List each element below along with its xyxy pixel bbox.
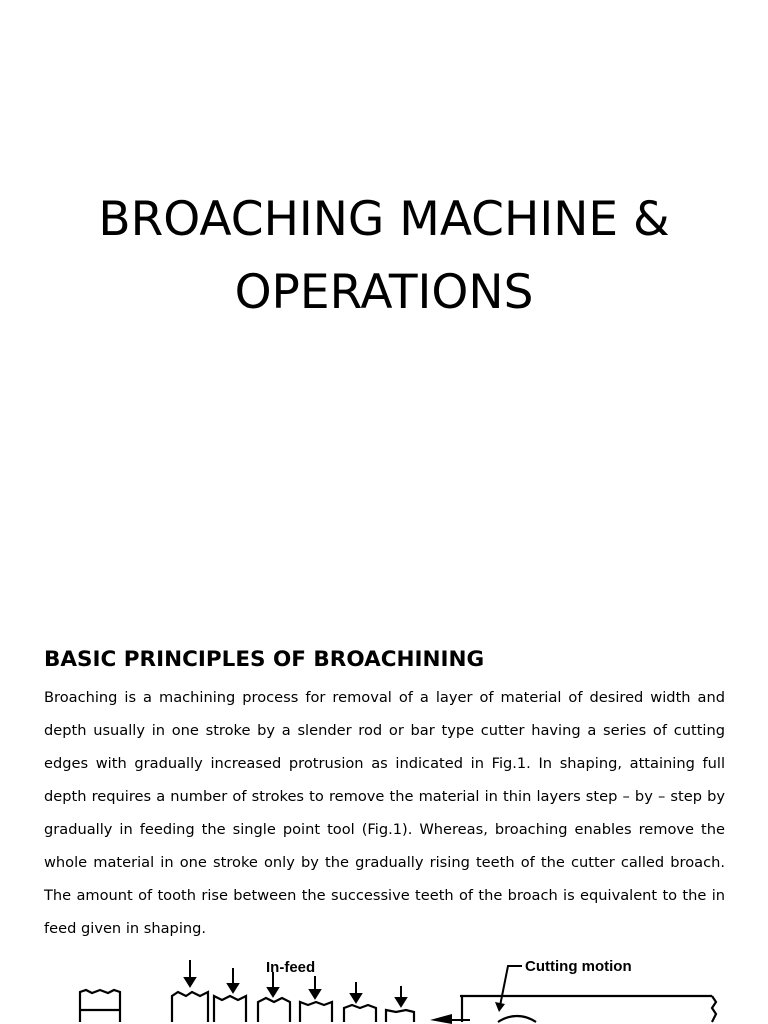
infeed-arrow-icon — [228, 984, 238, 992]
shaping-step-4 — [300, 1002, 332, 1022]
infeed-arrow-icon — [268, 988, 278, 996]
infeed-arrow-icon — [310, 990, 320, 998]
shaping-step-5 — [344, 1005, 376, 1022]
cutting-motion-label: Cutting motion — [525, 958, 632, 975]
shaping-step-2 — [214, 996, 246, 1022]
infeed-arrow-icon — [396, 998, 406, 1006]
workpiece-block — [80, 990, 120, 1022]
shaping-step-6 — [386, 1010, 414, 1022]
infeed-arrow-icon — [185, 978, 195, 986]
shaping-step-3 — [258, 998, 290, 1022]
leader-arrow-icon — [495, 1002, 505, 1012]
figure-diagram — [0, 950, 768, 1024]
infeed-arrow-icon — [351, 994, 361, 1002]
title-line-2: OPERATIONS — [234, 265, 534, 320]
section-heading: BASIC PRINCIPLES OF BROACHINING — [44, 647, 485, 672]
figure-broaching-vs-shaping — [0, 950, 768, 1024]
infeed-label: In-feed — [266, 959, 316, 976]
body-paragraph: Broaching is a machining process for removal of a layer of material of desired width and depth usually in one stroke by a slender rod or bar type cutter having a series of cutting edges with gradually increased protrusion as indicated in Fig.1. In shaping, attaining full depth requires a number of strokes to remove the material in thin layers step – by – step by gradually in feeding the single point tool (Fig.1). Whereas, broaching enables remove the whole material in one stroke only by the gradually rising teeth of the cutter called broach. The amount of tooth rise between the successive teeth of the broach is equivalent to the in feed given in shaping. — [44, 689, 725, 937]
title-line-1: BROACHING MACHINE & — [98, 192, 670, 247]
shaping-step-1 — [172, 992, 208, 1022]
presentation-title — [0, 183, 768, 329]
